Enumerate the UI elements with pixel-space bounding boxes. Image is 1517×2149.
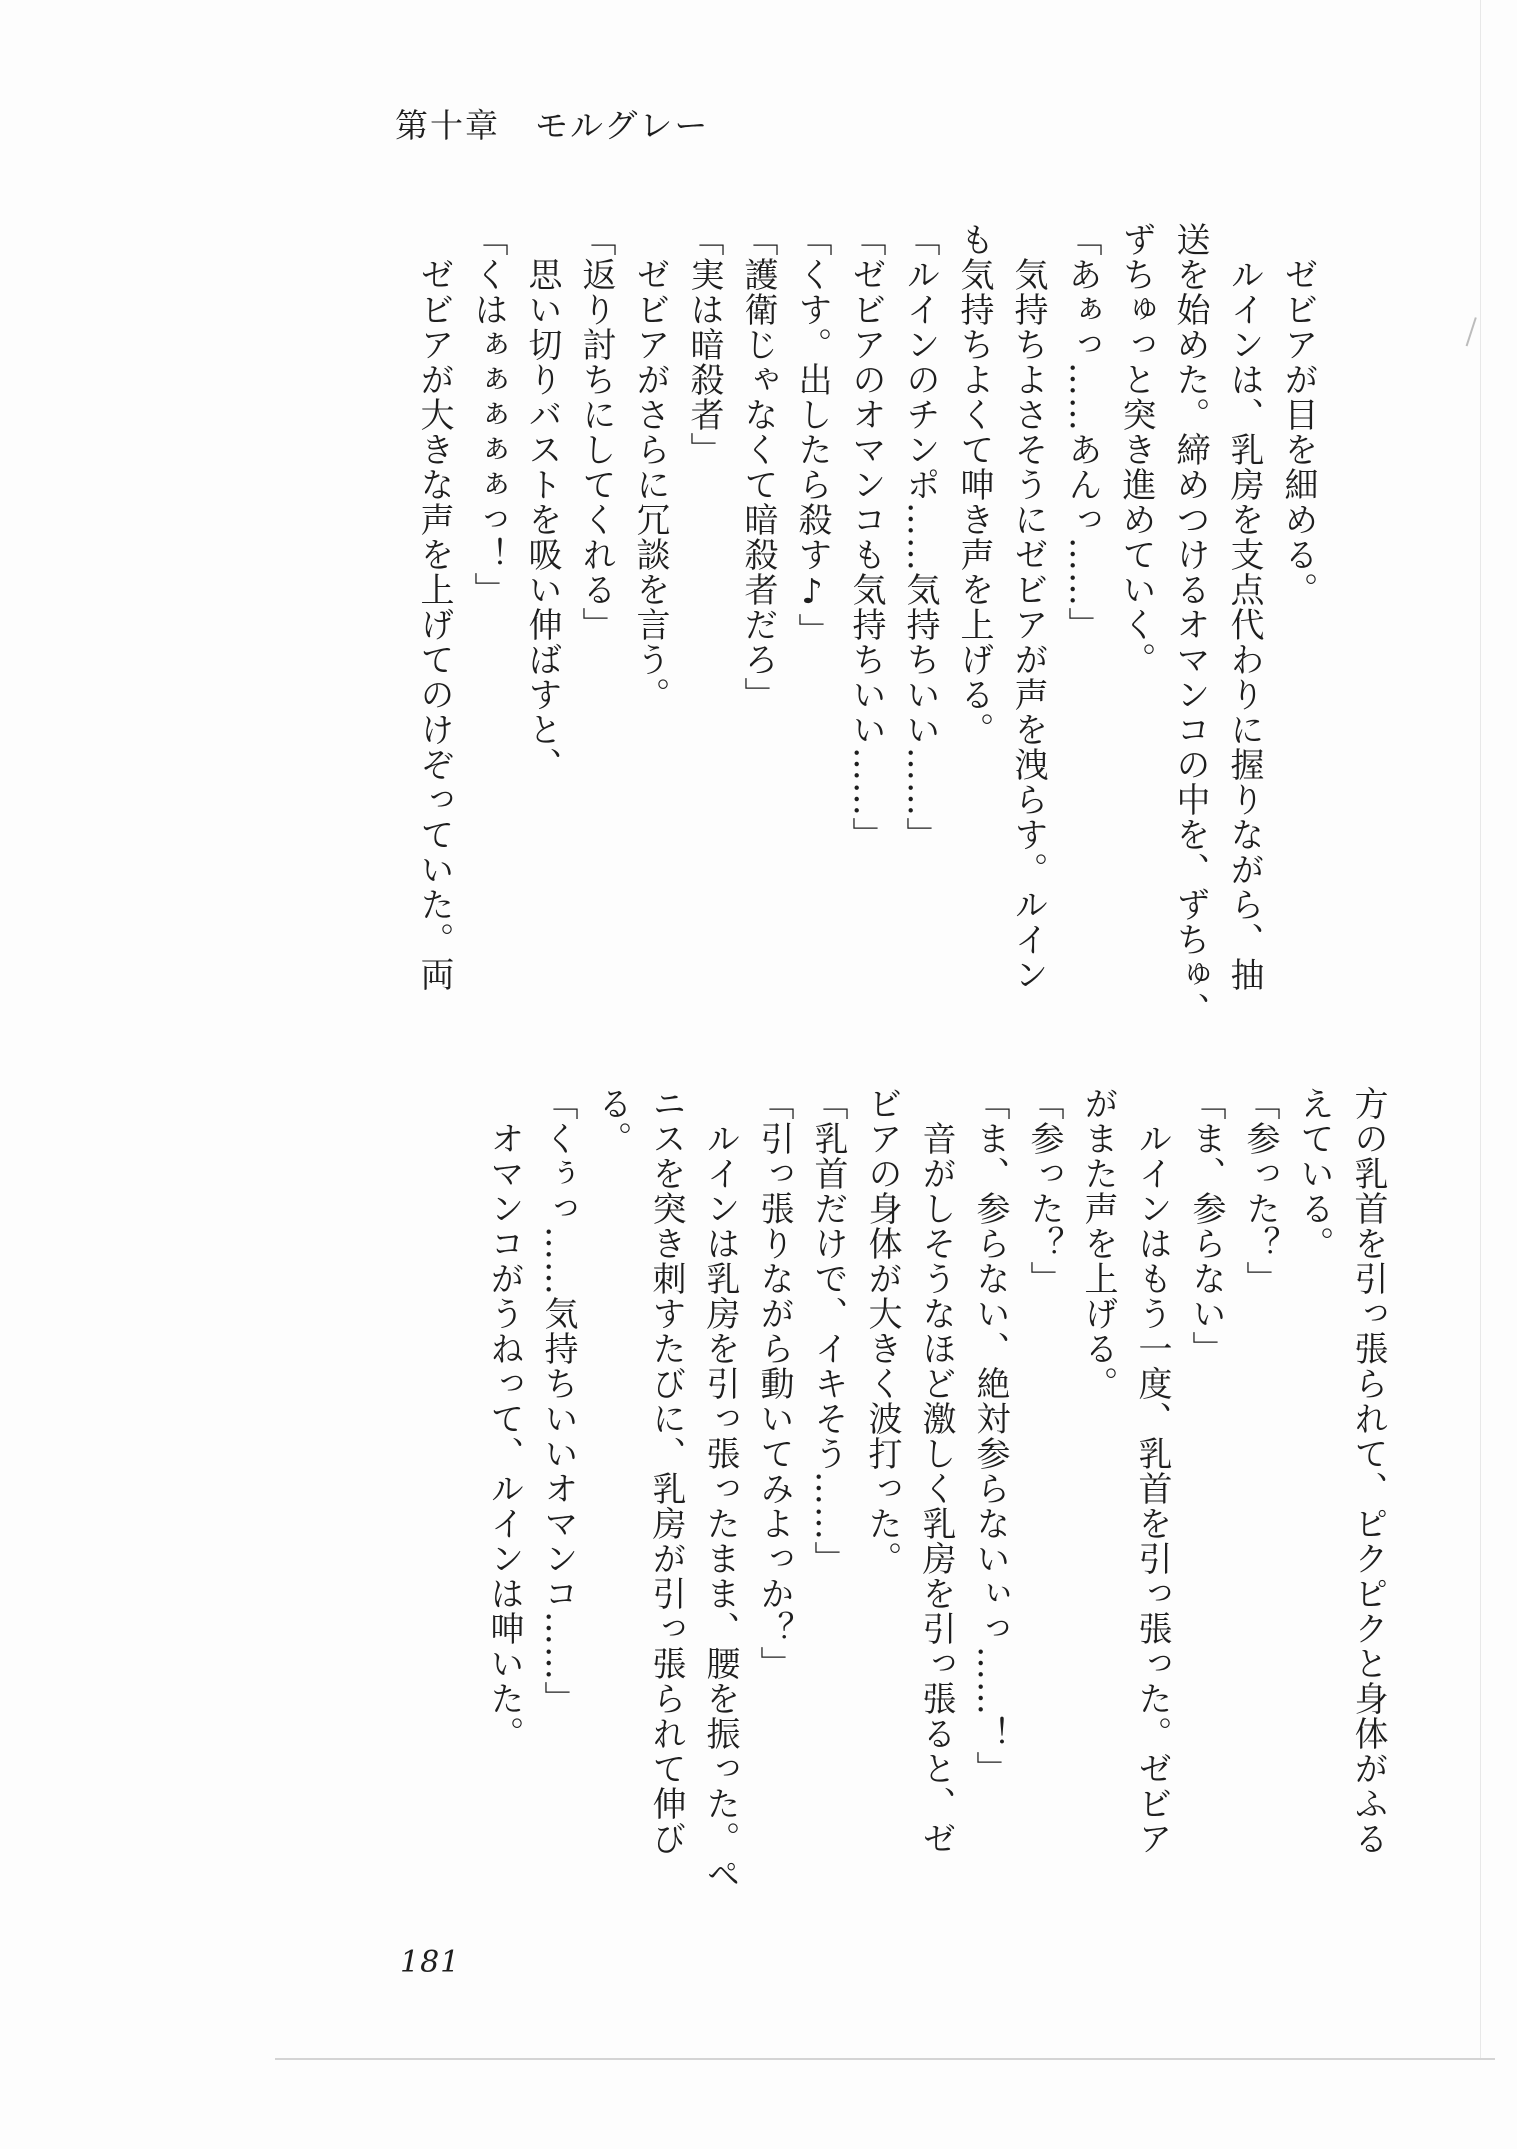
text-line: も気持ちよくて呻き声を上げる。 <box>954 222 994 747</box>
running-head: 第十章 モルグレー <box>395 106 710 145</box>
text-line: オマンコがうねって、ルインは呻いた。 <box>484 1086 524 1751</box>
text-line: 音がしそうなほど激しく乳房を引っ張ると、ゼ <box>916 1086 956 1856</box>
upper-text-block <box>405 222 1325 1042</box>
text-line: 気持ちよさそうにゼビアが声を洩らす。ルイン <box>1008 222 1048 992</box>
text-line: 「実は暗殺者」 <box>684 222 724 467</box>
text-line: 「引っ張りながら動いてみよっか？」 <box>754 1086 794 1681</box>
text-line: る。 <box>592 1086 632 1156</box>
text-line: ルインは乳房を引っ張ったまま、腰を振った。ペ <box>700 1086 740 1891</box>
text-line: 「ゼビアのオマンコも気持ちいい……」 <box>846 222 886 852</box>
text-line: ニスを突き刺すたびに、乳房が引っ張られて伸び <box>646 1086 686 1856</box>
text-line: ゼビアが大きな声を上げてのけぞっていた。両 <box>414 222 454 992</box>
text-line: ルインは、乳房を支点代わりに握りながら、抽 <box>1224 222 1264 992</box>
page-number: 181 <box>400 1945 461 1980</box>
text-line: 「くぅっ……気持ちいいオマンコ……」 <box>538 1086 578 1716</box>
gutter-rule <box>1480 0 1481 2058</box>
text-line: 「参った？」 <box>1240 1086 1280 1296</box>
text-line: えている。 <box>1294 1086 1334 1261</box>
text-line: ゼビアが目を細める。 <box>1278 222 1318 607</box>
text-line: 「ま、参らない、絶対参らないぃっ……！」 <box>970 1086 1010 1786</box>
text-line: がまた声を上げる。 <box>1078 1086 1118 1401</box>
text-line: ルインはもう一度、乳首を引っ張った。ゼビア <box>1132 1086 1172 1856</box>
scan-speck <box>1466 317 1485 349</box>
text-line: ずちゅっと突き進めていく。 <box>1116 222 1156 677</box>
text-line: 「ま、参らない」 <box>1186 1086 1226 1366</box>
text-line: 方の乳首を引っ張られて、ピクピクと身体がふる <box>1348 1086 1388 1856</box>
text-line: 「あぁっ……あんっ……」 <box>1062 222 1102 642</box>
lower-text-block <box>380 1086 1395 1891</box>
text-line: ゼビアがさらに冗談を言う。 <box>630 222 670 712</box>
text-line: 「参った？」 <box>1024 1086 1064 1296</box>
text-line: 「護衛じゃなくて暗殺者だろ」 <box>738 222 778 712</box>
text-line: 思い切りバストを吸い伸ばすと、 <box>522 222 562 782</box>
text-line: 送を始めた。締めつけるオマンコの中を、ずちゅ、 <box>1170 222 1210 1027</box>
text-line: 「くはぁぁぁぁぁっ！」 <box>468 222 508 607</box>
text-line: 「乳首だけで、イキそう……」 <box>808 1086 848 1576</box>
text-line: 「返り討ちにしてくれる」 <box>576 222 616 642</box>
bottom-rule <box>275 2058 1495 2060</box>
text-line: 「ルインのチンポ……気持ちいい……」 <box>900 222 940 852</box>
text-line: 「くす。出したら殺す♪」 <box>792 222 832 648</box>
text-line: ビアの身体が大きく波打った。 <box>862 1086 902 1576</box>
